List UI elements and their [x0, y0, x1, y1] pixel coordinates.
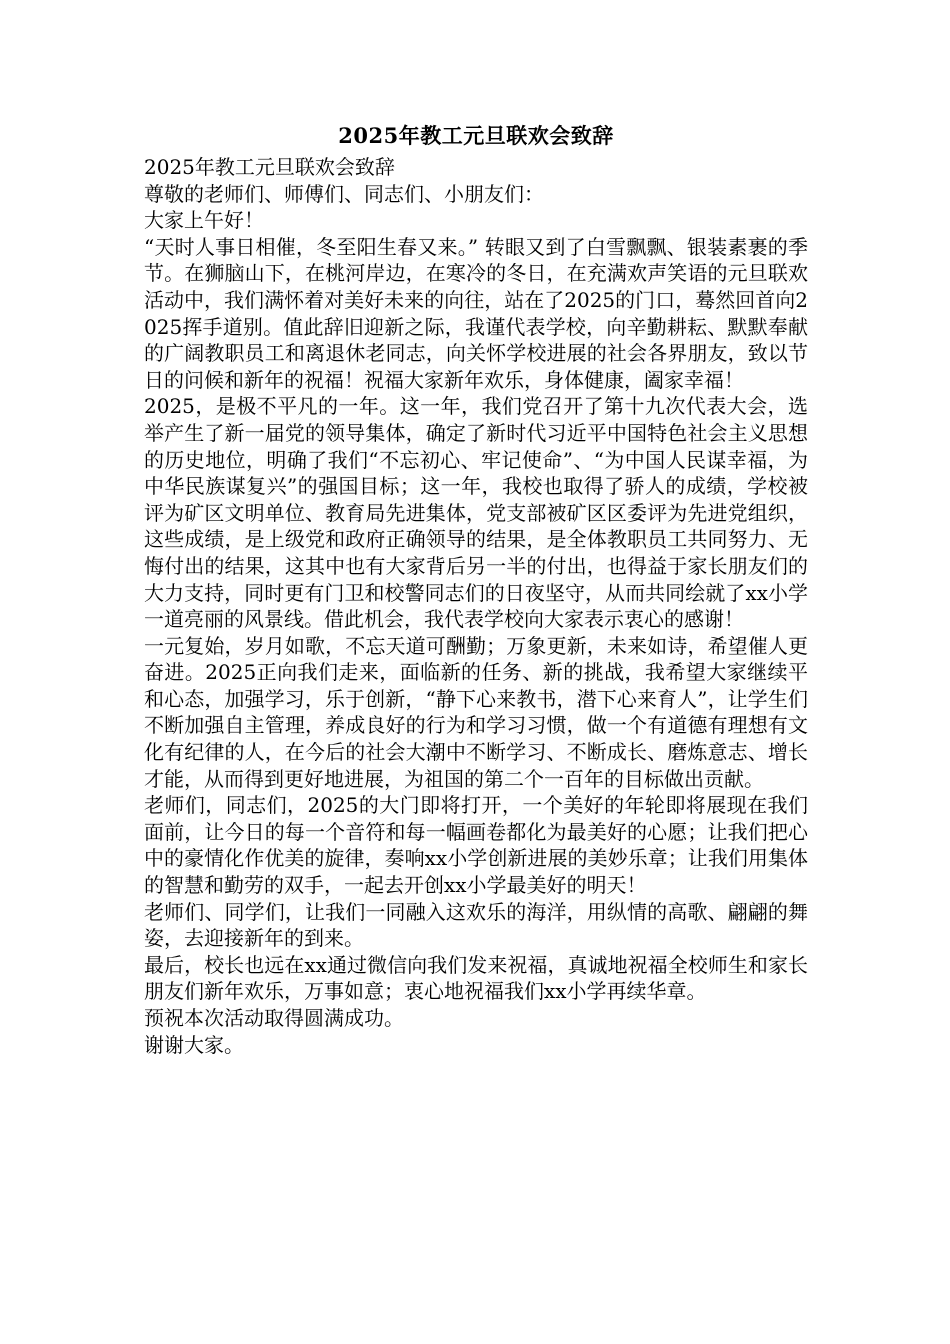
- paragraph-principal-wishes: 最后，校长也远在xx通过微信向我们发来祝福，真诚地祝福全校师生和家长朋友们新年欢乐，万事如意；衷心地祝福我们xx小学再续华章。: [144, 952, 808, 1004]
- paragraph-invitation: 老师们、同学们，让我们一同融入这欢乐的海洋，用纵情的高歌、翩翩的舞姿，去迎接新年的到来。: [144, 899, 808, 951]
- paragraph-wish-success: 预祝本次活动取得圆满成功。: [144, 1006, 404, 1030]
- document-page: [144, 118, 808, 1058]
- document-body: [144, 154, 808, 1058]
- paragraph-thanks: 谢谢大家。: [144, 1032, 244, 1057]
- paragraph-opening: “天时人事日相催，冬至阳生春又来。” 转眼又到了白雪飘飘、银装素裹的季节。在狮脑山下，在桃河岸边，在寒冷的冬日，在充满欢声笑语的元旦联欢活动中，我们满怀着对美好未来的向往，站在了2025的门口，蓦然回首向2025挥手道别。值此辞旧迎新之际，我谨代表学校，向辛勤耕耘、默默奉献的广阔教职员工和离退休老同志，向关怀学校进展的社会各界朋友，致以节日的问候和新年的祝福！祝福大家新年欢乐，身体健康，阖家幸福！: [144, 234, 808, 392]
- paragraph-subtitle: 2025年教工元旦联欢会致辞: [144, 155, 395, 179]
- paragraph-greeting: 大家上午好！: [144, 208, 264, 233]
- paragraph-outlook: 一元复始，岁月如歌，不忘天道可酬勤；万象更新，未来如诗，希望催人更奋进。2025正向我们走来，面临新的任务、新的挑战，我希望大家继续平和心态，加强学习，乐于创新，“静下心来教书，潜下心来育人”，让学生们不断加强自主管理，养成良好的行为和学习习惯，做一个有道德有理想有文化有纪律的人，在今后的社会大潮中不断学习、不断成长、磨炼意志、增长才能，从而得到更好地进展，为祖国的第二个一百年的目标做出贡献。: [144, 633, 808, 791]
- paragraph-review: 2025，是极不平凡的一年。这一年，我们党召开了第十九次代表大会，选举产生了新一届党的领导集体，确定了新时代习近平中国特色社会主义思想的历史地位，明确了我们“不忘初心、牢记使命”、“为中国人民谋幸福，为中华民族谋复兴”的强国目标；这一年，我校也取得了骄人的成绩，学校被评为矿区文明单位、教育局先进集体，党支部被矿区区委评为先进党组织，这些成绩，是上级党和政府正确领导的结果，是全体教职员工共同努力、无悔付出的结果，这其中也有大家背后另一半的付出，也得益于家长朋友们的大力支持，同时更有门卫和校警同志们的日夜坚守，从而共同绘就了xx小学一道亮丽的风景线。借此机会，我代表学校向大家表示衷心的感谢！: [144, 394, 808, 632]
- paragraph-future: 老师们，同志们，2025的大门即将打开，一个美好的年轮即将展现在我们面前，让今日的每一个音符和每一幅画卷都化为最美好的心愿；让我们把心中的豪情化作优美的旋律，奏响xx小学创新进展的美妙乐章；让我们用集体的智慧和勤劳的双手，一起去开创xx小学最美好的明天！: [144, 793, 808, 898]
- paragraph-salutation: 尊敬的老师们、师傅们、同志们、小朋友们：: [144, 181, 544, 206]
- document-title: 2025年教工元旦联欢会致辞: [338, 123, 614, 148]
